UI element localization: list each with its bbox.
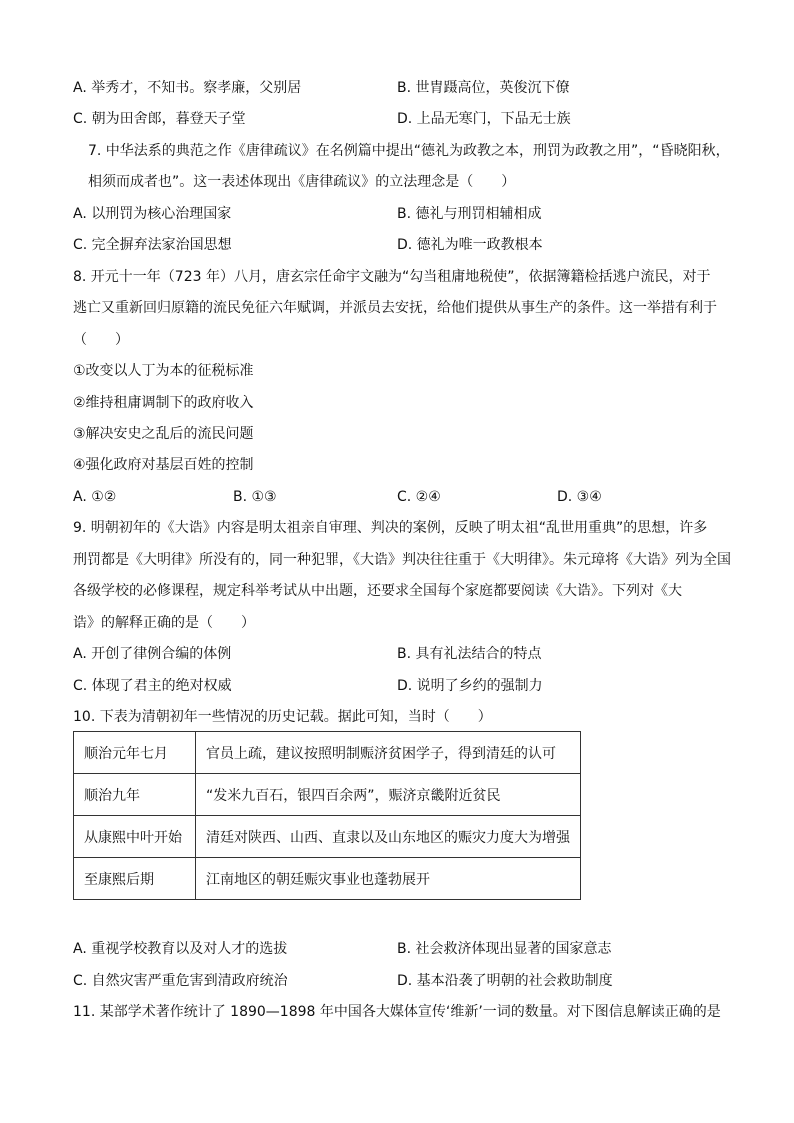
q6-option-b: B. 世胄蹑高位，英俊沉下僚	[397, 80, 570, 96]
q9-stem-line2: 刑罚都是《大明律》所没有的，同一种犯罪，《大诰》判决往往重于《大明律》。朱元璋将《大诰》列为全国	[73, 552, 731, 568]
table-row	[74, 858, 581, 900]
q8-item-2: ②维持租庸调制下的政府收入	[73, 395, 254, 411]
q9-option-c: C. 体现了君主的绝对权威	[73, 678, 232, 694]
q7-stem-line1: 7. 中华法系的典范之作《唐律疏议》在名例篇中提出“德礼为政教之本，刑罚为政教之用”，“昏晓阳秋，	[88, 143, 730, 159]
q9-option-b: B. 具有礼法结合的特点	[397, 646, 542, 662]
q7-option-d: D. 德礼为唯一政教根本	[397, 237, 543, 253]
q9-stem-line3: 各级学校的必修课程，规定科举考试从中出题，还要求全国每个家庭都要阅读《大诰》。下列对《大	[73, 583, 682, 599]
q7-option-a: A. 以刑罚为核心治理国家	[73, 206, 232, 222]
q8-option-c: C. ②④	[397, 489, 441, 505]
q6-option-a: A. 举秀才，不知书。察孝廉，父别居	[73, 80, 302, 96]
q10-stem: 10. 下表为清朝初年一些情况的历史记载。据此可知，当时（ ）	[73, 709, 492, 725]
q8-item-3: ③解决安史之乱后的流民问题	[73, 426, 254, 442]
q8-item-4: ④强化政府对基层百姓的控制	[73, 457, 254, 473]
table-row	[74, 732, 581, 774]
q10-option-d: D. 基本沿袭了明朝的社会救助制度	[397, 973, 613, 989]
table-cell-period: 顺治元年七月	[74, 732, 196, 774]
q8-stem-line3: （ ）	[73, 332, 129, 348]
q9-stem-line4: 诰》的解释正确的是（ ）	[73, 615, 255, 631]
q10-option-c: C. 自然灾害严重危害到清政府统治	[73, 973, 288, 989]
q7-stem-line2: 相须而成者也”。这一表述体现出《唐律疏议》的立法理念是（ ）	[88, 174, 516, 190]
table-cell-record: 清廷对陕西、山西、直隶以及山东地区的赈灾力度大为增强	[196, 816, 581, 858]
q9-stem-line1: 9. 明朝初年的《大诰》内容是明太祖亲自审理、判决的案例，反映了明太祖“乱世用重典”的思想，许多	[73, 520, 708, 536]
table-row	[74, 816, 581, 858]
table-cell-period: 从康熙中叶开始	[74, 816, 196, 858]
q6-option-d: D. 上品无寒门，下品无士族	[397, 111, 571, 127]
q7-option-c: C. 完全摒弃法家治国思想	[73, 237, 232, 253]
q9-option-d: D. 说明了乡约的强制力	[397, 678, 543, 694]
q8-item-1: ①改变以人丁为本的征税标准	[73, 363, 254, 379]
table-cell-record: 江南地区的朝廷赈灾事业也蓬勃展开	[196, 858, 581, 900]
q10-table	[73, 731, 581, 900]
q8-option-d: D. ③④	[557, 489, 602, 505]
q8-option-b: B. ①③	[233, 489, 277, 505]
q10-option-a: A. 重视学校教育以及对人才的选拔	[73, 941, 288, 957]
q7-option-b: B. 德礼与刑罚相辅相成	[397, 206, 542, 222]
q8-option-a: A. ①②	[73, 489, 117, 505]
q10-option-b: B. 社会救济体现出显著的国家意志	[397, 941, 612, 957]
q8-stem-line1: 8. 开元十一年（723 年）八月，唐玄宗任命宇文融为“勾当租庸地税使”，依据簿籍检括逃户流民，对于	[73, 269, 711, 285]
q8-stem-line2: 逃亡又重新回归原籍的流民免征六年赋调，并派员去安抚，给他们提供从事生产的条件。这一举措有利于	[73, 300, 717, 316]
q11-stem-line1: 11. 某部学术著作统计了 1890—1898 年中国各大媒体宣传‘维新’一词的数量。对下图信息解读正确的是	[73, 1004, 721, 1020]
table-cell-record: “发米九百石，银四百余两”，赈济京畿附近贫民	[196, 774, 581, 816]
table-cell-period: 顺治九年	[74, 774, 196, 816]
table-row	[74, 774, 581, 816]
q6-option-c: C. 朝为田舍郎，暮登天子堂	[73, 111, 246, 127]
q9-option-a: A. 开创了律例合编的体例	[73, 646, 232, 662]
table-cell-record: 官员上疏，建议按照明制赈济贫困学子，得到清廷的认可	[196, 732, 581, 774]
table-cell-period: 至康熙后期	[74, 858, 196, 900]
